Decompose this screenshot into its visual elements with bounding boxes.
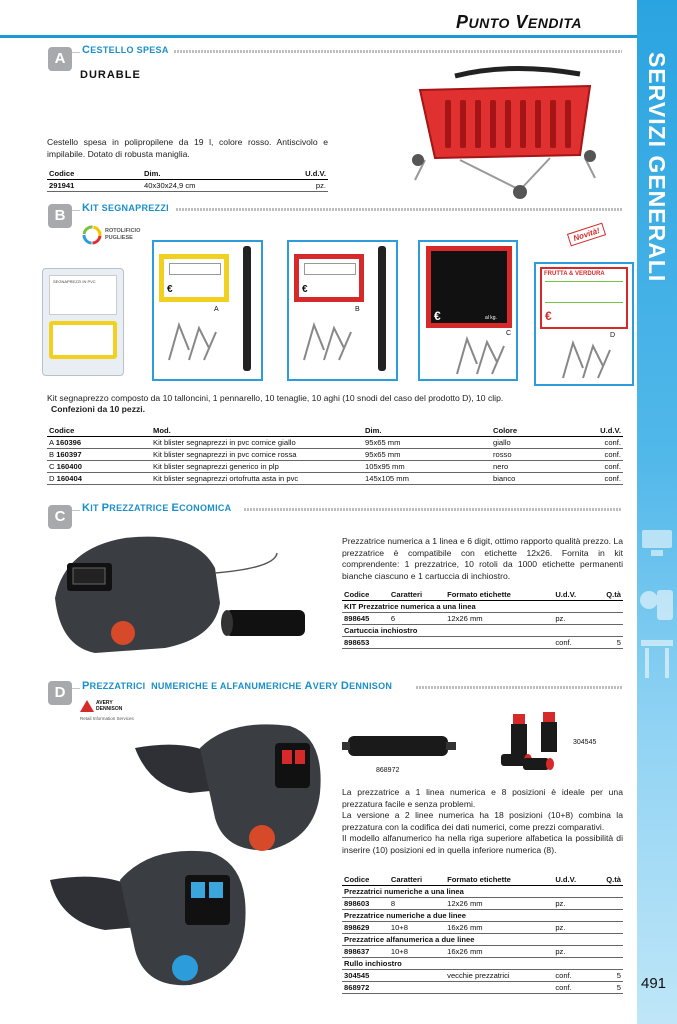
- price-labeler-image: [45, 528, 335, 663]
- product-frame-d: FRUTTA & VERDURA € D: [534, 262, 634, 386]
- rotolificio-logo-icon: [82, 225, 102, 245]
- col-header: U.d.V.: [271, 168, 329, 180]
- section-badge-a: A: [48, 47, 72, 71]
- table-row: 898629 10+8 16x26 mm pz.: [342, 922, 623, 934]
- table-d: [342, 874, 623, 994]
- product-frame-c: € al kg. C: [418, 240, 518, 381]
- table-row: 898603 8 12x26 mm pz.: [342, 898, 623, 910]
- side-tab: [637, 0, 677, 1024]
- table-row: B 160397 Kit blister segnaprezzi in pvc cornice rossa 95x65 mm rosso conf.: [49, 450, 621, 459]
- col-header: Codice: [47, 425, 151, 437]
- product-frame-b: € B: [287, 240, 398, 381]
- table-row: 898645 6 12x26 mm pz.: [342, 613, 623, 625]
- col-header: U.d.V.: [561, 425, 623, 437]
- office-illustration-icon: [637, 520, 677, 720]
- col-header: Colore: [491, 425, 561, 437]
- col-header: Q.tà: [593, 589, 623, 601]
- avery-logo-icon: [80, 700, 94, 712]
- caption-b: B: [355, 306, 360, 313]
- section-badge-b: B: [48, 204, 72, 228]
- ink-cartridge-image: [495, 708, 570, 773]
- page-title: PUNTO VENDITA: [455, 12, 582, 32]
- table-row: 898653 conf. 5: [344, 638, 621, 647]
- col-header: Caratteri: [389, 874, 445, 886]
- table-row: 898637 10+8 16x26 mm pz.: [342, 946, 623, 958]
- col-header: U.d.V.: [553, 589, 593, 601]
- caption-d: D: [610, 332, 616, 339]
- table-row: 291941 40x30x24,9 cm pz.: [49, 181, 326, 190]
- page-number: 491: [641, 975, 667, 992]
- side-tab-label: SERVIZI GENERALI: [644, 52, 670, 283]
- col-header: Dim.: [363, 425, 491, 437]
- table-row: 868972 conf. 5: [344, 983, 621, 992]
- description-a: Cestello spesa in polipropilene da 19 l, colore rosso. Antiscivolo e impilabile. Dotato di robusta maniglia.: [47, 137, 328, 159]
- page-header: [0, 0, 637, 38]
- table-row: C 160400 Kit blister segnaprezzi generico in plp 105x95 mm nero conf.: [49, 462, 621, 471]
- novita-badge: Novità!: [567, 223, 606, 247]
- product-frame-a: € A: [152, 240, 263, 381]
- table-group: Prezzatrice alfanumerica a due linee: [342, 934, 623, 946]
- avery-labeler-2-image: [45, 840, 260, 990]
- description-b: Kit segnaprezzo composto da 10 talloncini, 1 pennarello, 10 tenaglie, 10 aghi (10 snodi del caso del prodotto D), 10 clip.: [47, 393, 504, 403]
- ink-roller-image: [340, 728, 460, 764]
- col-header: Codice: [342, 874, 389, 886]
- avery-logo: AVERY DENNISON: [96, 700, 123, 712]
- avery-subtitle: Retail Information Services: [80, 716, 134, 721]
- table-group: KIT Prezzatrice numerica a una linea: [342, 601, 623, 613]
- col-header: Formato etichette: [445, 589, 553, 601]
- caption-304545: 304545: [573, 739, 597, 746]
- table-b: [47, 425, 623, 485]
- caption-a: A: [214, 306, 219, 313]
- shopping-basket-image: [400, 60, 610, 205]
- section-badge-d: D: [48, 681, 72, 705]
- table-group: Rullo inchiostro: [342, 958, 623, 970]
- section-rule-a: [174, 50, 622, 53]
- section-title-a: CESTELLO SPESA: [82, 44, 169, 56]
- blister-pack-image: SEGNAPREZZI IN PVC: [42, 268, 124, 376]
- section-title-b: KIT SEGNAPREZZI: [82, 202, 169, 214]
- caption-868972: 868972: [376, 767, 400, 774]
- section-badge-c: C: [48, 505, 72, 529]
- col-header: Codice: [342, 589, 389, 601]
- table-group: Prezzatrice numeriche a due linee: [342, 910, 623, 922]
- table-group: Cartuccia inchiostro: [342, 625, 623, 637]
- col-header: Codice: [47, 168, 142, 180]
- table-c: [342, 589, 623, 649]
- durable-logo: DURABLE: [80, 69, 141, 81]
- description-c: Prezzatrice numerica a 1 linea e 6 digit, ottimo rapporto qualità prezzo. La prezzatrice è compatibile con etichette 12x26. Fornita in kit comprendente: 1 prezzatrice, 10 rotoli da 1000 etichette permanenti bianche ciascuno e 1 cartuccia di inchiostro.: [342, 536, 623, 581]
- col-header: Mod.: [151, 425, 363, 437]
- col-header: Formato etichette: [445, 874, 553, 886]
- col-header: Caratteri: [389, 589, 445, 601]
- caption-c: C: [506, 330, 512, 337]
- rotolificio-logo: ROTOLIFICIO PUGLIESE: [105, 228, 141, 241]
- table-row: A 160396 Kit blister segnaprezzi in pvc cornice giallo 95x65 mm giallo conf.: [49, 438, 621, 447]
- description-d: La prezzatrice a 1 linea numerica e 8 posizioni è ideale per una prezzatura facile e senza problemi. La versione a 2 linee numerica ha 18 posizioni (10+8) combina la prezzatura con la codifica dei dati numerici, come prezzi comparativi. Il modello alfanumerico ha nella riga superiore alfabetica la possibilità di inserire (10) posizioni ed in quella inferiore numerica (8).: [342, 787, 623, 855]
- col-header: Dim.: [142, 168, 271, 180]
- table-row: D 160404 Kit blister segnaprezzi ortofrutta asta in pvc 145x105 mm bianco conf.: [49, 474, 621, 483]
- note-b: Confezioni da 10 pezzi.: [51, 404, 146, 414]
- section-title-d: PREZZATRICI NUMERICHE E ALFANUMERICHE AVERY DENNISON: [82, 680, 393, 692]
- section-title-c: KIT PREZZATRICE ECONOMICA: [82, 502, 232, 514]
- col-header: U.d.V.: [553, 874, 593, 886]
- avery-labeler-1-image: [130, 718, 340, 858]
- table-a: [47, 168, 328, 192]
- table-group: Prezzatrici numeriche a una linea: [342, 886, 623, 898]
- table-row: 304545 vecchie prezzatrici conf. 5: [344, 971, 621, 980]
- col-header: Q.tà: [593, 874, 623, 886]
